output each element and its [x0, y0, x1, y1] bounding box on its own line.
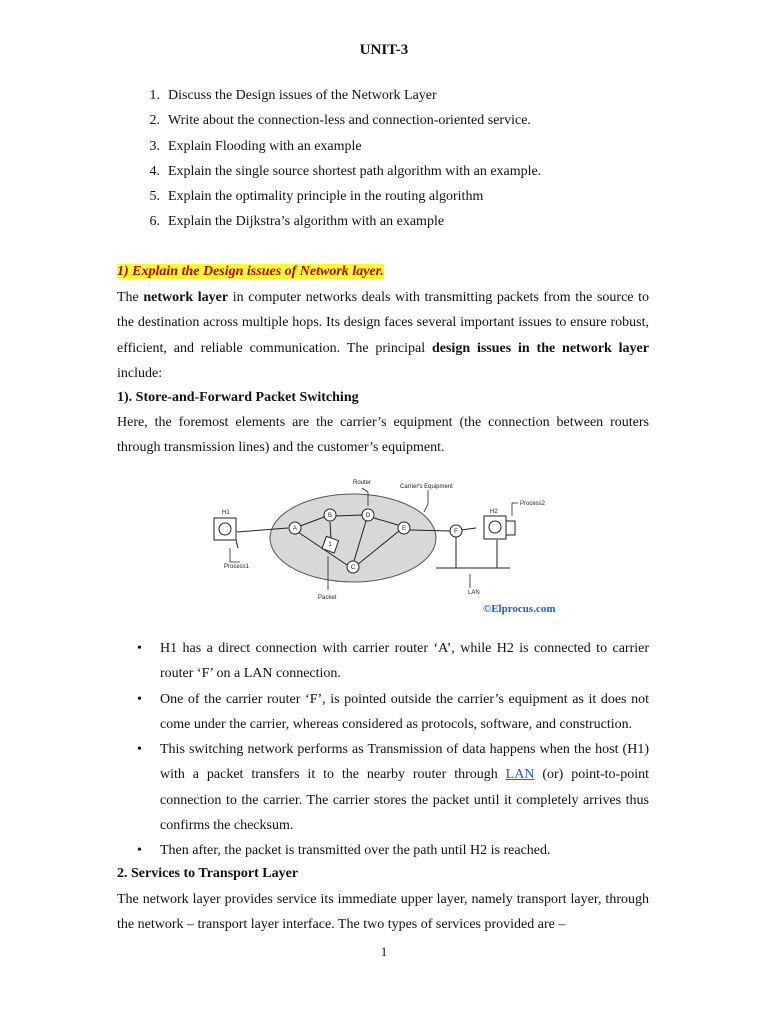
list-number: 3.	[149, 138, 160, 154]
figure-h1-label: H1	[222, 510, 230, 516]
bullet-list	[135, 636, 649, 864]
page-title: UNIT-3	[359, 42, 409, 58]
lan-link[interactable]: LAN	[505, 767, 535, 783]
host-h2	[484, 516, 515, 539]
list-text: Discuss the Design issues of the Network Layer	[168, 88, 437, 103]
intro-text: The	[117, 290, 144, 305]
list-item	[118, 111, 541, 136]
figure-h2-label: H2	[490, 509, 498, 515]
figure-process2-label: Process2	[520, 501, 546, 507]
figure-process1-label: Process1	[224, 564, 250, 570]
list-item	[135, 687, 649, 738]
bullet-text: Then after, the packet is transmitted over the path until H2 is reached.	[160, 843, 551, 859]
list-number: 5.	[149, 189, 160, 205]
host-h1	[214, 518, 238, 548]
node-label: B	[327, 513, 333, 519]
transport-services-paragraph: The network layer provides service its immediate upper layer, namely transport layer, through the network – transport layer interface. The two types of services provided are –	[117, 892, 649, 933]
list-text: Explain the optimality principle in the routing algorithm	[168, 189, 484, 205]
question-list	[118, 86, 541, 238]
list-item	[135, 838, 649, 863]
network-diagram	[200, 470, 580, 620]
list-item	[118, 162, 541, 187]
list-number: 2.	[149, 113, 160, 129]
section-heading	[117, 259, 649, 284]
list-text: Write about the connection-less and connection-oriented service.	[168, 113, 531, 129]
node-label: C	[350, 565, 356, 571]
list-number: 4.	[149, 163, 160, 179]
list-item	[135, 636, 649, 687]
node-label: F	[454, 529, 458, 535]
subheading-store-forward: 1). Store-and-Forward Packet Switching	[117, 390, 359, 405]
bullet-text: This switching network performs as Transmission of data happens when the host (H1) with a packet transfers it to the nearby router through	[160, 742, 649, 783]
list-item	[118, 212, 541, 237]
list-item	[118, 86, 541, 111]
bullet-icon: •	[137, 742, 142, 758]
intro-bold-term: network layer	[143, 290, 229, 305]
page-number: 1	[380, 944, 388, 959]
figure-credit: ©Elprocus.com	[483, 603, 556, 615]
bullet-icon: •	[137, 843, 142, 859]
list-item	[118, 187, 541, 212]
list-item	[135, 737, 649, 838]
bullet-icon: •	[137, 691, 142, 707]
node-label: E	[401, 526, 407, 532]
store-forward-paragraph: Here, the foremost elements are the carrier’s equipment (the connection between routers through transmission lines) and the customer’s equipment.	[117, 415, 649, 456]
figure-router-label: Router	[353, 480, 372, 486]
figure-carrier-label: Carrier's Equipment	[400, 484, 453, 490]
list-text: Explain Flooding with an example	[168, 138, 362, 154]
bullet-text: (or) point-to-point connection to the carrier. The carrier stores the packet until it completely arrives thus confirms the checksum.	[160, 767, 649, 834]
node-label: A	[292, 526, 298, 532]
list-text: Explain the Dijkstra’s algorithm with an example	[168, 214, 445, 230]
intro-paragraph	[117, 285, 649, 386]
node-label: D	[365, 513, 371, 519]
node-label: 1	[328, 542, 332, 548]
list-item	[118, 137, 541, 162]
bullet-text: One of the carrier router ‘F’, is pointed outside the carrier’s equipment as it does not come under the carrier, whereas considered as protocols, software, and construction.	[160, 691, 649, 732]
bullet-text: H1 has a direct connection with carrier router ‘A’, while H2 is connected to carrier router ‘F’ on a LAN connection.	[160, 641, 649, 682]
intro-text: include:	[117, 365, 163, 381]
list-text: Explain the single source shortest path algorithm with an example.	[168, 163, 542, 179]
intro-text: in computer networks deals with transmitting packets from the source to the destination across multiple hops. Its design faces several important issues to ensure robust, efficient, and reliable communication. The principal	[117, 290, 650, 356]
figure-lan-label: LAN	[468, 590, 480, 596]
bullet-icon: •	[137, 641, 142, 656]
subheading-transport-services: 2. Services to Transport Layer	[117, 866, 299, 881]
list-number: 6.	[149, 214, 160, 230]
intro-bold-term: design issues in the network layer	[431, 340, 649, 356]
highlighted-heading: 1) Explain the Design issues of Network layer.	[117, 264, 384, 279]
figure-packet-label: Packet	[318, 595, 337, 601]
list-number: 1.	[149, 88, 160, 103]
